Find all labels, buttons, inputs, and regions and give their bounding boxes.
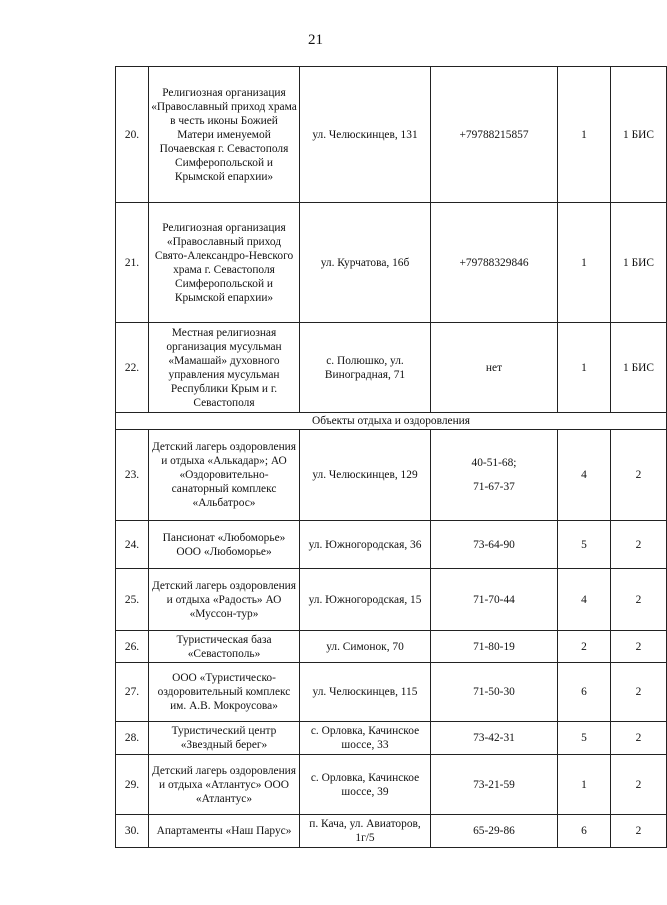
address: ул. Курчатова, 16б [300, 203, 431, 323]
table-row [116, 67, 667, 203]
table-row [116, 722, 667, 755]
category: 2 [611, 521, 667, 569]
section-header-row [116, 413, 667, 430]
quantity: 4 [558, 569, 611, 631]
quantity: 5 [558, 722, 611, 755]
organization-name: ООО «Туристическо-оздоровительный комплекс им. А.В. Мокроусова» [149, 663, 300, 722]
quantity: 1 [558, 755, 611, 815]
phone: 73-42-31 [431, 722, 558, 755]
row-number: 20. [116, 67, 149, 203]
row-number: 27. [116, 663, 149, 722]
row-number: 23. [116, 430, 149, 521]
organization-name: Туристическая база «Севастополь» [149, 631, 300, 663]
category: 1 БИС [611, 67, 667, 203]
category: 1 БИС [611, 203, 667, 323]
table-row [116, 430, 667, 521]
organization-name: Местная религиозная организация мусульман «Мамашай» духовного управления мусульман Республики Крым и г. Севастополя [149, 323, 300, 413]
phone: +79788329846 [431, 203, 558, 323]
address: п. Кача, ул. Авиаторов, 1г/5 [300, 815, 431, 848]
phone-line: 71-67-37 [473, 481, 515, 493]
table-row [116, 815, 667, 848]
row-number: 22. [116, 323, 149, 413]
address: с. Полюшко, ул. Виноградная, 71 [300, 323, 431, 413]
phone: +79788215857 [431, 67, 558, 203]
section-header: Объекты отдыха и оздоровления [116, 413, 667, 430]
row-number: 28. [116, 722, 149, 755]
row-number: 25. [116, 569, 149, 631]
address: с. Орловка, Качинское шоссе, 33 [300, 722, 431, 755]
page-number: 21 [308, 32, 323, 48]
address: ул. Челюскинцев, 131 [300, 67, 431, 203]
address: ул. Южногородская, 36 [300, 521, 431, 569]
quantity: 6 [558, 815, 611, 848]
address: с. Орловка, Качинское шоссе, 39 [300, 755, 431, 815]
organization-name: Религиозная организация «Православный приход храма в честь иконы Божией Матери именуемой Почаевская г. Севастополя Симферопольской и Крымской епархии» [149, 67, 300, 203]
quantity: 1 [558, 203, 611, 323]
category: 2 [611, 631, 667, 663]
organization-name: Детский лагерь оздоровления и отдыха «Алькадар»; АО «Оздоровительно-санаторный комплекс «Альбатрос» [149, 430, 300, 521]
quantity: 6 [558, 663, 611, 722]
phone-line: 40-51-68; [471, 457, 517, 469]
table-row [116, 521, 667, 569]
category: 1 БИС [611, 323, 667, 413]
table-row [116, 569, 667, 631]
category: 2 [611, 815, 667, 848]
address: ул. Симонок, 70 [300, 631, 431, 663]
table-row [116, 755, 667, 815]
organization-name: Пансионат «Любоморье» ООО «Любоморье» [149, 521, 300, 569]
phone: 71-80-19 [431, 631, 558, 663]
quantity: 1 [558, 67, 611, 203]
row-number: 21. [116, 203, 149, 323]
quantity: 1 [558, 323, 611, 413]
organization-name: Детский лагерь оздоровления и отдыха «Атлантус» ООО «Атлантус» [149, 755, 300, 815]
registry-table [115, 66, 667, 848]
organization-name: Апартаменты «Наш Парус» [149, 815, 300, 848]
phone: 65-29-86 [431, 815, 558, 848]
row-number: 29. [116, 755, 149, 815]
address: ул. Челюскинцев, 115 [300, 663, 431, 722]
phone: нет [431, 323, 558, 413]
phone: 73-21-59 [431, 755, 558, 815]
phone [431, 430, 558, 521]
table-row [116, 323, 667, 413]
quantity: 4 [558, 430, 611, 521]
row-number: 30. [116, 815, 149, 848]
category: 2 [611, 569, 667, 631]
quantity: 5 [558, 521, 611, 569]
category: 2 [611, 722, 667, 755]
address: ул. Южногородская, 15 [300, 569, 431, 631]
phone: 71-50-30 [431, 663, 558, 722]
category: 2 [611, 430, 667, 521]
phone: 73-64-90 [431, 521, 558, 569]
address: ул. Челюскинцев, 129 [300, 430, 431, 521]
table-row [116, 631, 667, 663]
row-number: 26. [116, 631, 149, 663]
category: 2 [611, 663, 667, 722]
phone: 71-70-44 [431, 569, 558, 631]
organization-name: Туристический центр «Звездный берег» [149, 722, 300, 755]
organization-name: Религиозная организация «Православный приход Свято-Александро-Невского храма г. Севастополя Симферопольской и Крымской епархии» [149, 203, 300, 323]
organization-name: Детский лагерь оздоровления и отдыха «Радость» АО «Муссон-тур» [149, 569, 300, 631]
row-number: 24. [116, 521, 149, 569]
category: 2 [611, 755, 667, 815]
table-row [116, 203, 667, 323]
table-row [116, 663, 667, 722]
quantity: 2 [558, 631, 611, 663]
